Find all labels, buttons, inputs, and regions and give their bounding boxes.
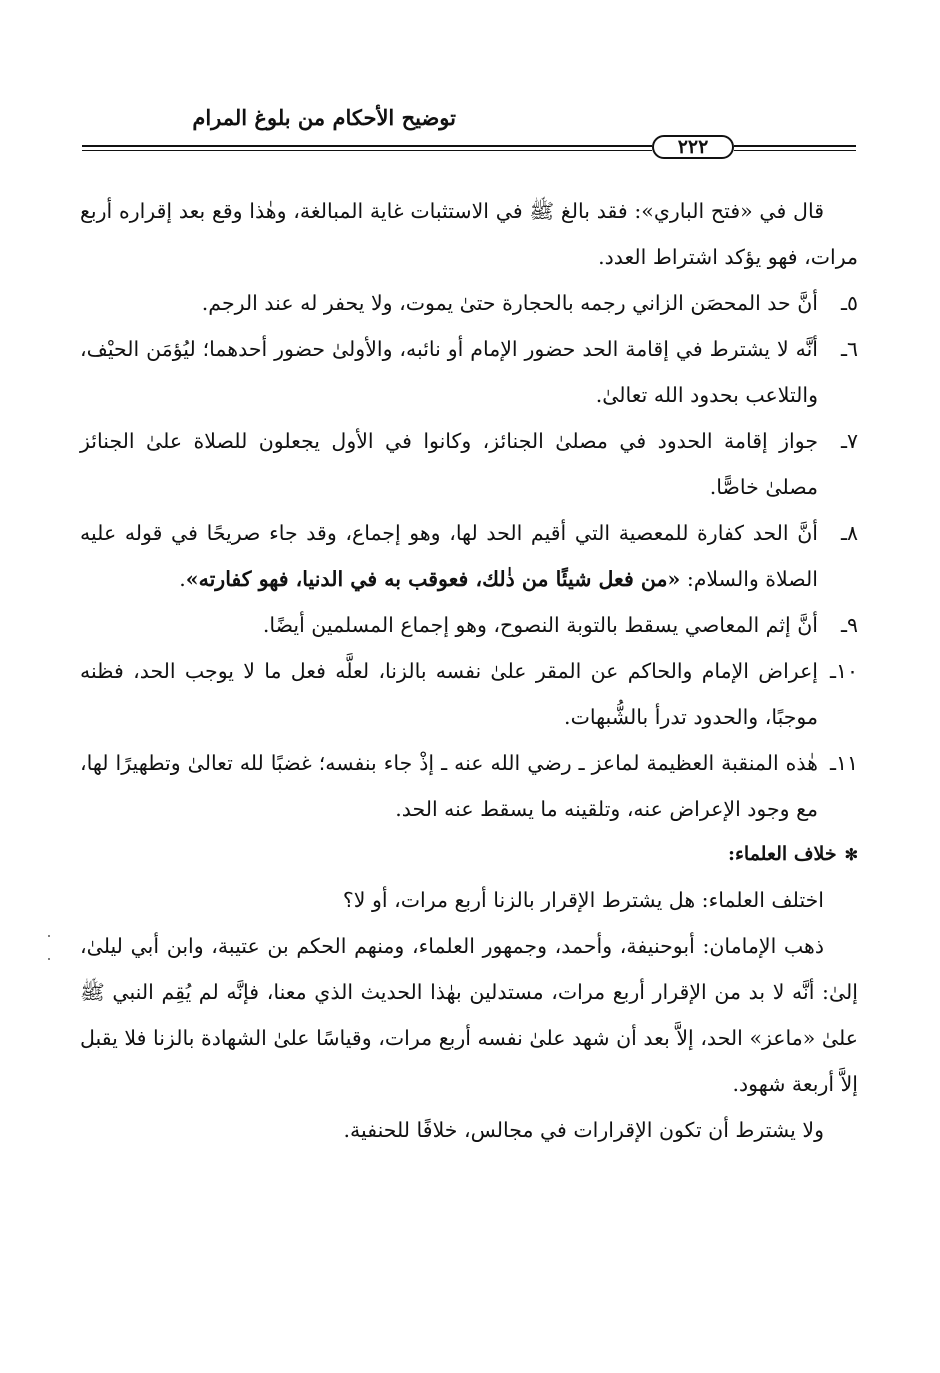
header-rule xyxy=(82,145,652,147)
item-text: إعراض الإمام والحاكم عن المقر علىٰ نفسه بالزنا، لعلَّه فعل ما لا يوجب الحد، فظنه موجبًا، والحدود تدرأ بالشُّبهات. xyxy=(80,659,818,729)
body-text xyxy=(80,188,858,1153)
header-rule xyxy=(82,150,652,151)
list-item xyxy=(80,648,858,740)
item-text: جواز إقامة الحدود في مصلىٰ الجنائز، وكانوا في الأول يجعلون للصلاة علىٰ الجنائز مصلىٰ خاصًّا. xyxy=(80,429,818,499)
asterisk-bullet-icon: ✻ xyxy=(844,845,858,864)
item-number: ٧ـ xyxy=(840,429,858,453)
page-number: ٢٢٢ xyxy=(652,135,734,159)
item-number: ٦ـ xyxy=(840,337,858,361)
item-text: أنَّ الحد كفارة للمعصية التي أقيم الحد لها، وهو إجماع، وقد جاء صريحًا في قوله عليه الصلاة والسلام: xyxy=(80,521,818,591)
scan-speck xyxy=(48,958,50,960)
item-number: ٨ـ xyxy=(840,521,858,545)
list-item xyxy=(80,418,858,510)
list-item xyxy=(80,280,858,326)
scan-speck xyxy=(48,935,50,937)
list-item xyxy=(80,326,858,418)
item-text: أنَّه لا يشترط في إقامة الحد حضور الإمام أو نائبه، والأولىٰ حضور أحدهما؛ ليُؤمَن الحيْف، والتلاعب بحدود الله تعالىٰ. xyxy=(80,337,818,407)
body-paragraph: ذهب الإمامان: أبوحنيفة، وأحمد، وجمهور العلماء، ومنهم الحكم بن عتيبة، وابن أبي ليلىٰ، إلىٰ: أنَّه لا بد من الإقرار أربع مرات، مستدلين بهٰذا الحديث الذي معنا، فإنَّه لم يُقِم النبي ﷺ علىٰ «ماعز» الحد، إلاَّ بعد أن شهد علىٰ نفسه أربع مرات، وقياسًا علىٰ الشهادة بالزنا فلا يقبل إلاَّ أربعة شهود. xyxy=(80,934,858,1096)
item-end: . xyxy=(179,567,186,591)
item-text: أنَّ حد المحصَن الزاني رجمه بالحجارة حتىٰ يموت، ولا يحفر له عند الرجم. xyxy=(201,291,818,315)
body-paragraph: اختلف العلماء: هل يشترط الإقرار بالزنا أربع مرات، أو لا؟ xyxy=(342,888,824,912)
item-text: أنَّ إثم المعاصي يسقط بالتوبة النصوح، وهو إجماع المسلمين أيضًا. xyxy=(262,613,818,637)
intro-paragraph: قال في «فتح الباري»: فقد بالغ ﷺ في الاستثبات غاية المبالغة، وهٰذا وقع بعد إقراره أربع مرات، فهو يؤكد اشتراط العدد. xyxy=(80,199,858,269)
item-number: ٩ـ xyxy=(840,613,858,637)
body-paragraph: ولا يشترط أن تكون الإقرارات في مجالس، خلافًا للحنفية. xyxy=(343,1118,824,1142)
section-heading xyxy=(80,832,858,877)
item-text: هٰذه المنقبة العظيمة لماعز ـ رضي الله عنه ـ إذْ جاء بنفسه؛ غضبًا لله تعالىٰ وتطهيرًا لها، مع وجود الإعراض عنه، وتلقينه ما يسقط عنه الحد. xyxy=(80,751,818,821)
item-number: ١١ـ xyxy=(829,751,858,775)
list-item xyxy=(80,740,858,832)
section-heading-text: خلاف العلماء: xyxy=(727,843,837,865)
list-item xyxy=(80,510,858,602)
running-title: توضيح الأحكام من بلوغ المرام xyxy=(192,105,456,130)
header-rule xyxy=(734,150,856,151)
header-rule xyxy=(734,145,856,147)
item-number: ٥ـ xyxy=(840,291,858,315)
item-number: ١٠ـ xyxy=(829,659,858,683)
hadith-quote: «من فعل شيئًا من ذٰلك، فعوقب به في الدنيا، فهو كفارته» xyxy=(185,567,681,591)
list-item xyxy=(80,602,858,648)
